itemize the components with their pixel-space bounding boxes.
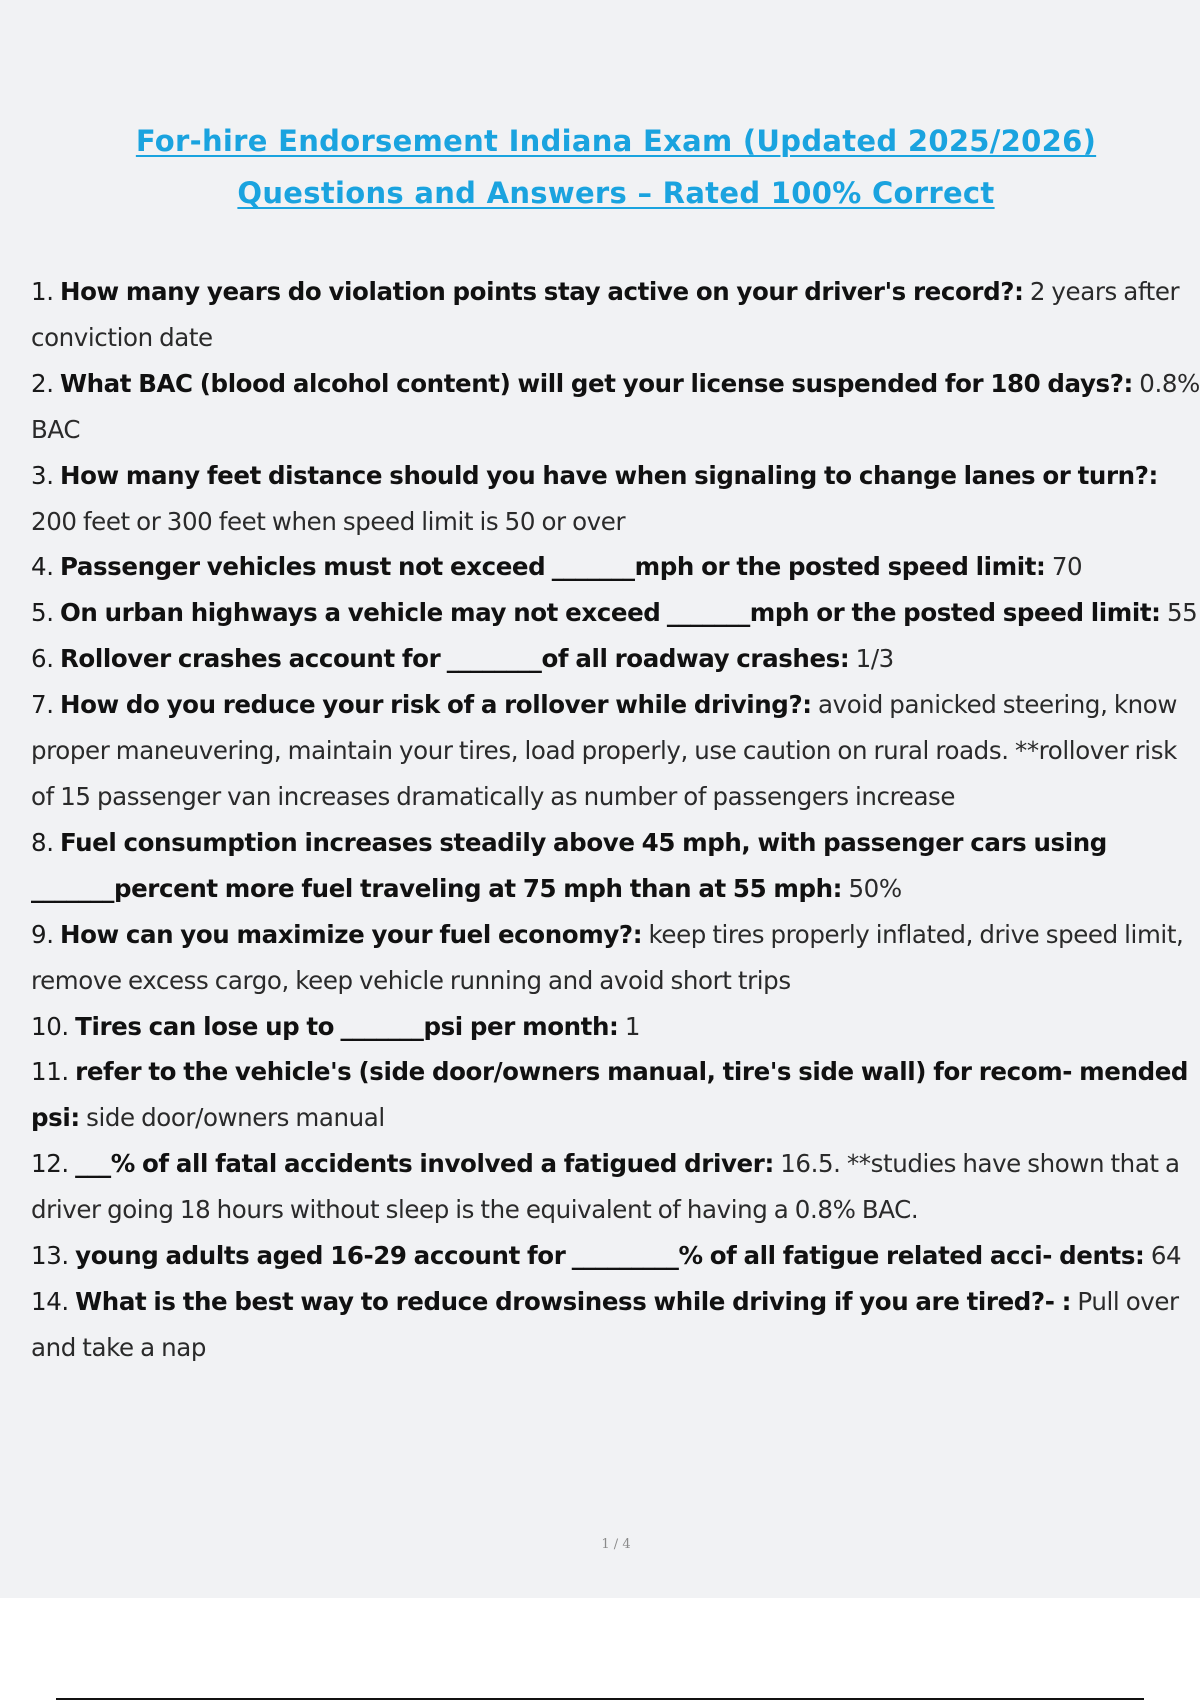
question-item	[31, 1141, 1200, 1233]
question-text-continued: mph or the posted speed limit:	[749, 598, 1161, 628]
question-number: 11.	[31, 1057, 69, 1087]
question-list	[31, 269, 1200, 1371]
question-number: 7.	[31, 690, 54, 720]
question-text: How many feet distance should you have when signaling to change lanes or turn?:	[59, 460, 1158, 490]
answer-text: Pull over and take a nap	[31, 1286, 1179, 1362]
question-number: 6.	[31, 644, 54, 674]
question-item	[31, 361, 1200, 453]
question-item	[31, 1279, 1200, 1371]
answer-blank: _______	[340, 1011, 424, 1041]
question-number: 5.	[31, 598, 54, 628]
question-text: young adults aged 16-29 account for	[75, 1241, 566, 1271]
answer-text: side door/owners manual	[86, 1103, 385, 1133]
question-number: 4.	[31, 552, 54, 582]
question-text: On urban highways a vehicle may not exceed	[59, 598, 661, 628]
answer-text: 16.5. **studies have shown that a driver going 18 hours without sleep is the equivalent of having a 0.8% BAC.	[31, 1149, 1180, 1225]
question-text: refer to the vehicle's (side door/owners manual, tire's side wall) for recom- mended psi:	[31, 1057, 1189, 1133]
question-item	[31, 820, 1200, 912]
question-text: How many years do violation points stay active on your driver's record?:	[59, 277, 1024, 306]
answer-text: 64	[1150, 1241, 1182, 1271]
question-item	[31, 1233, 1200, 1279]
question-item	[31, 636, 1200, 682]
question-item	[31, 269, 1200, 361]
answer-blank: _________	[571, 1241, 679, 1271]
question-item	[31, 590, 1200, 636]
question-text: How do you reduce your risk of a rollover while driving?:	[59, 690, 812, 720]
question-text: Fuel consumption increases steadily above 45 mph, with passenger cars using	[59, 827, 1107, 857]
question-text: Rollover crashes account for	[59, 644, 441, 674]
answer-text: 55	[1166, 598, 1198, 628]
answer-text: 0.8% BAC	[31, 368, 1200, 444]
question-text: Tires can lose up to	[75, 1011, 335, 1041]
question-number: 3.	[31, 460, 54, 490]
question-text-continued: percent more fuel traveling at 75 mph than at 55 mph:	[113, 873, 843, 903]
answer-blank: ___	[75, 1149, 111, 1179]
question-number: 12.	[31, 1149, 69, 1179]
question-text: Passenger vehicles must not exceed	[59, 552, 546, 582]
question-text: How can you maximize your fuel economy?:	[59, 919, 643, 949]
answer-text: 50%	[848, 873, 902, 903]
question-number: 10.	[31, 1011, 69, 1041]
question-number: 8.	[31, 827, 54, 857]
question-text: What is the best way to reduce drowsiness while driving if you are tired?- :	[75, 1286, 1072, 1316]
answer-blank: _______	[31, 873, 114, 903]
question-text-continued: % of all fatigue related acci- dents:	[678, 1241, 1145, 1271]
question-number: 2.	[31, 368, 54, 398]
question-text-continued: of all roadway crashes:	[541, 644, 850, 674]
answer-blank: _______	[551, 552, 635, 582]
answer-text: 1	[624, 1011, 641, 1041]
answer-blank: _______	[666, 598, 750, 628]
question-number: 14.	[31, 1286, 69, 1316]
question-number: 1.	[31, 277, 54, 306]
question-text-continued: % of all fatal accidents involved a fatigued driver:	[110, 1149, 774, 1179]
answer-text: 200 feet or 300 feet when speed limit is 50 or over	[31, 506, 626, 536]
answer-text: 2 years after conviction date	[31, 277, 1180, 352]
question-item	[31, 682, 1200, 820]
answer-text: avoid panicked steering, know proper maneuvering, maintain your tires, load properly, use caution on rural roads. **rollover risk of 15 passenger van increases dramatically as number of passengers increase	[31, 690, 1177, 811]
title-line-1: For-hire Endorsement Indiana Exam (Updated 2025/2026)	[135, 124, 1097, 158]
answer-blank: ________	[446, 644, 542, 674]
question-text: What BAC (blood alcohol content) will get your license suspended for 180 days?:	[59, 368, 1133, 398]
page-number: 1 / 4	[601, 1537, 631, 1552]
question-number: 13.	[31, 1241, 69, 1271]
answer-text: 70	[1051, 552, 1083, 582]
question-item	[31, 453, 1200, 545]
question-text-continued: psi per month:	[423, 1011, 619, 1041]
question-item	[31, 544, 1200, 590]
title-line-2: Questions and Answers – Rated 100% Correct	[237, 176, 995, 210]
question-item	[31, 1004, 1200, 1050]
question-number: 9.	[31, 919, 54, 949]
answer-text: keep tires properly inflated, drive speed limit, remove excess cargo, keep vehicle running and avoid short trips	[31, 919, 1184, 995]
question-item	[31, 912, 1200, 1004]
document-title	[0, 115, 1200, 219]
question-text-continued: mph or the posted speed limit:	[634, 552, 1046, 582]
answer-text: 1/3	[855, 644, 894, 674]
question-item	[31, 1049, 1200, 1141]
